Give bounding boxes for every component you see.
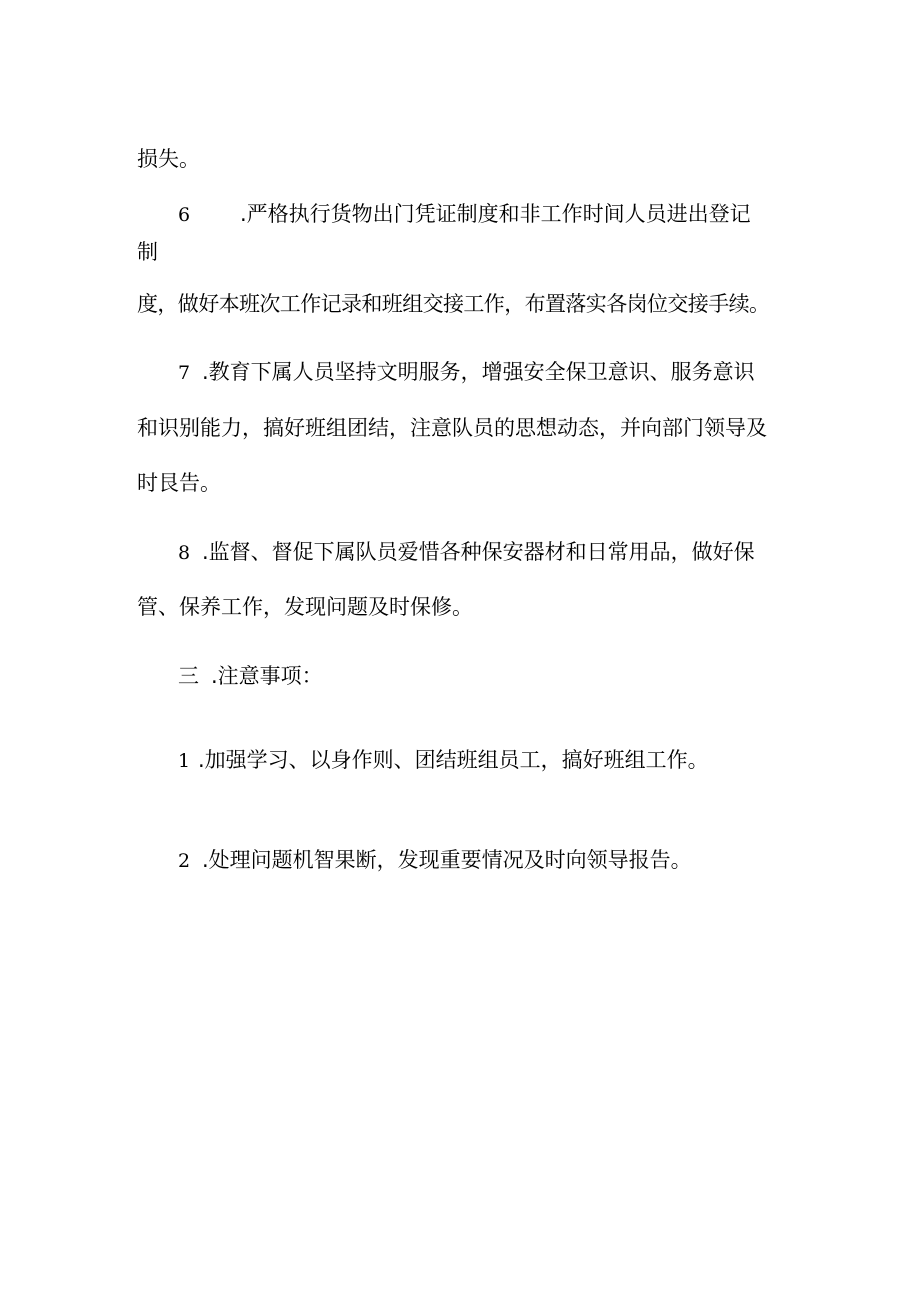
text-line: [137, 414, 767, 442]
line-text: .严格执行货物出门凭证制度和非工作时间人员进出登记: [240, 202, 751, 226]
line-text: 度，做好本班次工作记录和班组交接工作，布置落实各岗位交接手续。: [137, 292, 770, 316]
section-heading: [178, 662, 323, 690]
section-number: 三: [178, 664, 199, 688]
section-title: .注意事项：: [211, 664, 323, 688]
list-item-1: [178, 746, 709, 775]
list-item-6: [178, 200, 751, 229]
list-number: 6: [178, 204, 191, 226]
text-line: [137, 469, 221, 497]
text-line: [137, 145, 200, 173]
list-number: 2: [178, 850, 191, 872]
list-number: 1: [178, 750, 191, 772]
line-text: 时艮告。: [137, 471, 221, 495]
list-item-7: [178, 358, 755, 387]
line-text: .监督、督促下属队员爱惜各种保安器材和日常用品，做好保: [202, 540, 755, 564]
list-item-8: [178, 538, 755, 567]
line-text: .加强学习、以身作则、团结班组员工，搞好班组工作。: [198, 748, 709, 772]
line-text: .教育下属人员坚持文明服务，增强安全保卫意识、服务意识: [202, 360, 755, 384]
text-line: [137, 290, 769, 318]
line-text: 损失。: [137, 147, 200, 171]
list-number: 8: [178, 542, 191, 564]
line-text: 制: [137, 240, 158, 264]
line-text: 管、保养工作，发现问题及时保修。: [137, 595, 473, 619]
text-line: [137, 593, 473, 621]
line-text: 和识别能力，搞好班组团结，注意队员的思想动态，并向部门领导及: [137, 416, 767, 440]
list-number: 7: [178, 362, 191, 384]
text-line: [137, 238, 158, 266]
list-item-2: [178, 846, 692, 875]
line-text: .处理问题机智果断，发现重要情况及时向领导报告。: [202, 848, 692, 872]
